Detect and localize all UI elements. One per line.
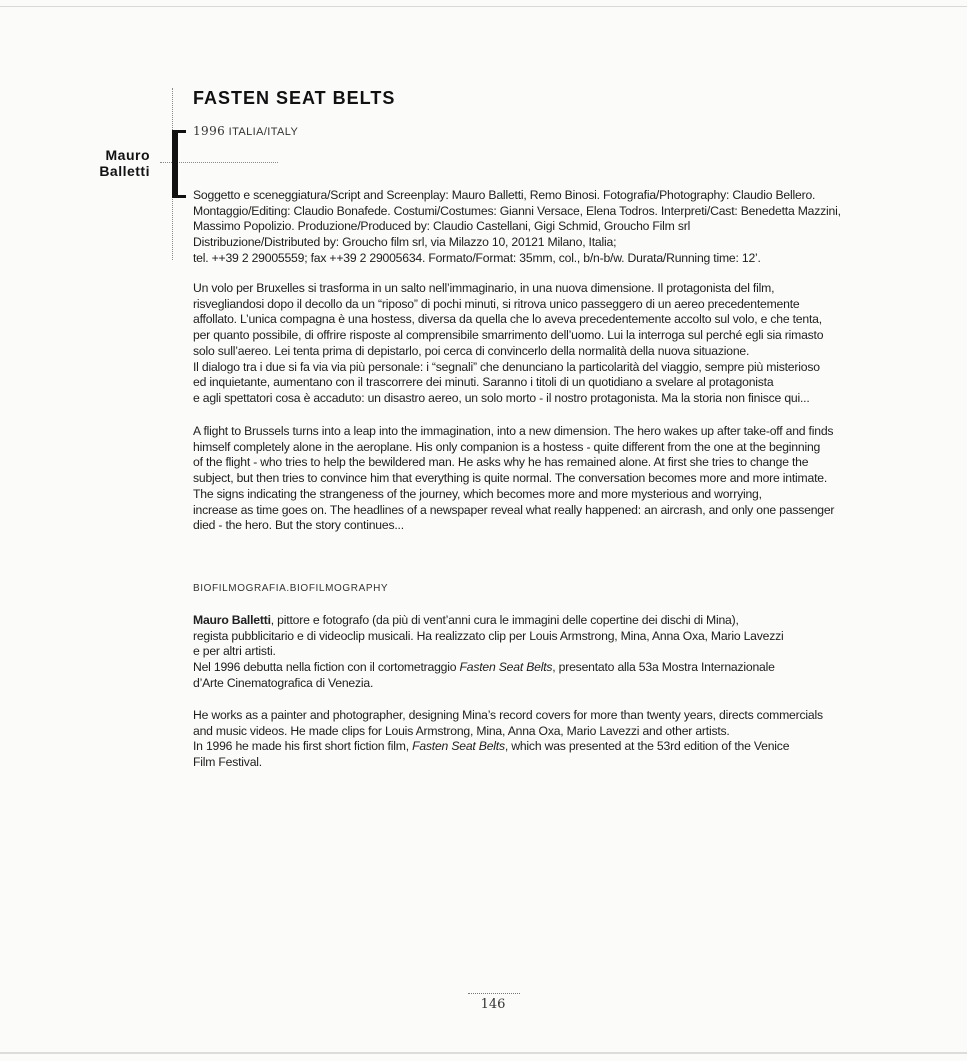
bottom-rule [0,1052,967,1054]
biofilmography-label: BIOFILMOGRAFIA.BIOFILMOGRAPHY [193,583,389,594]
bracket-ornament [172,130,186,198]
bio-en-line: Film Festival. [193,755,262,770]
bio-en-line: In 1996 he made his first short fiction film, Fasten Seat Belts, which was presented at the 53rd edition of the Venice [193,739,790,754]
film-country: ITALIA/ITALY [228,126,299,138]
bio-en-line: and music videos. He made clips for Louis Armstrong, Mina, Anna Oxa, Mario Lavezzi and other artists. [193,723,730,738]
director-last-name: Balletti [99,163,150,179]
synopsis-en-line: The signs indicating the strangeness of the journey, which becomes more and more mysterious and worrying, [193,486,762,501]
page-number-dots [468,993,520,994]
director-first-name: Mauro [105,147,150,163]
synopsis-it-line: ed inquietante, aumentano con il trascorrere dei minuti. Saranno i titoli di un quotidiano a svelare al protagonista [193,375,774,390]
synopsis-it-line: Il dialogo tra i due si fa via via più personale: i “segnali” che denunciano la particolarità del viaggio, sempre più misterioso [193,359,820,374]
credits-line: tel. ++39 2 29005559; fax ++39 2 29005634. Formato/Format: 35mm, col., b/n-b/w. Durata/Running time: 12’. [193,250,761,265]
top-rule [0,6,967,7]
synopsis-en-line: died - the hero. But the story continues... [193,518,404,533]
film-year-country [193,124,298,138]
credits-line: Montaggio/Editing: Claudio Bonafede. Costumi/Costumes: Gianni Versace, Elena Todros. Interpreti/Cast: Benedetta Mazzini, [193,203,841,218]
synopsis-italian [193,281,913,407]
synopsis-en-line: subject, but then tries to convince him that everything is quite normal. The conversation becomes more and more intimate. [193,471,828,486]
bio-director-name: Mauro Balletti [193,613,271,627]
biofilmography-italian [193,613,913,692]
director-name [60,147,150,179]
film-year: 1996 [193,124,226,138]
synopsis-it-line: e agli spettatori cosa è accaduto: un disastro aereo, un solo morto - il nostro protagonista. Ma la storia non finisce qui... [193,390,810,405]
synopsis-it-line: risvegliandosi dopo il decollo da un “riposo” di pochi minuti, si ritrova unico passeggero di un aereo precedentemente [193,296,800,311]
synopsis-it-line: affollato. L’unica compagna è una hostess, diversa da quella che lo aveva precedentemente accolto sul volo, e che tenta, [193,312,822,327]
bio-it-line: Mauro Balletti, pittore e fotografo (da più di vent’anni cura le immagini delle copertine dei dischi di Mina), [193,613,739,627]
bio-film-title: Fasten Seat Belts [412,739,505,754]
synopsis-en-line: of the flight - who tries to help the bewildered man. He asks why he has remained alone. At first she tries to change the [193,455,809,470]
synopsis-it-line: per quanto possibile, di offrire risposte al comprensibile smarrimento dell’uomo. Lui la interroga sul perché egli sia rimasto [193,328,824,343]
synopsis-en-line: increase as time goes on. The headlines of a newspaper reveal what really happened: an aircrash, and only one passenger [193,502,835,517]
bio-en-line: He works as a painter and photographer, designing Mina’s record covers for more than twenty years, directs commercials [193,708,823,722]
page-number: 146 [480,997,506,1012]
film-title: FASTEN SEAT BELTS [193,88,396,108]
credits-line: Massimo Popolizio. Produzione/Produced by: Claudio Castellani, Gigi Schmid, Groucho Film srl [193,219,691,234]
credits-block [193,188,913,267]
synopsis-en-line: himself completely alone in the aeroplane. His only companion is a hostess - quite different from the one at the beginning [193,439,821,454]
synopsis-english [193,424,913,534]
bio-it-line: Nel 1996 debutta nella fiction con il cortometraggio Fasten Seat Belts, presentato alla 53a Mostra Internazionale [193,660,775,675]
bio-it-line: e per altri artisti. [193,644,276,659]
bio-film-title: Fasten Seat Belts [459,660,553,675]
biofilmography-english [193,708,913,771]
synopsis-it-line: Un volo per Bruxelles si trasforma in un salto nell’immaginario, in una nuova dimensione. Il protagonista del film, [193,281,775,295]
bio-it-line: regista pubblicitario e di videoclip musicali. Ha realizzato clip per Louis Armstrong, Mina, Anna Oxa, Mario Lavezzi [193,628,784,643]
synopsis-it-line: solo sull’aereo. Lei tenta prima di depistarlo, poi cerca di convincerlo della normalità della nuova situazione. [193,343,750,358]
credits-line: Soggetto e sceneggiatura/Script and Screenplay: Mauro Balletti, Remo Binosi. Fotografia/Photography: Claudio Bellero. [193,188,816,202]
credits-line: Distribuzione/Distributed by: Groucho film srl, via Milazzo 10, 20121 Milano, Italia; [193,235,617,250]
bio-it-line: d’Arte Cinematografica di Venezia. [193,675,374,690]
synopsis-en-line: A flight to Brussels turns into a leap into the immagination, into a new dimension. The hero wakes up after take-off and finds [193,424,834,438]
